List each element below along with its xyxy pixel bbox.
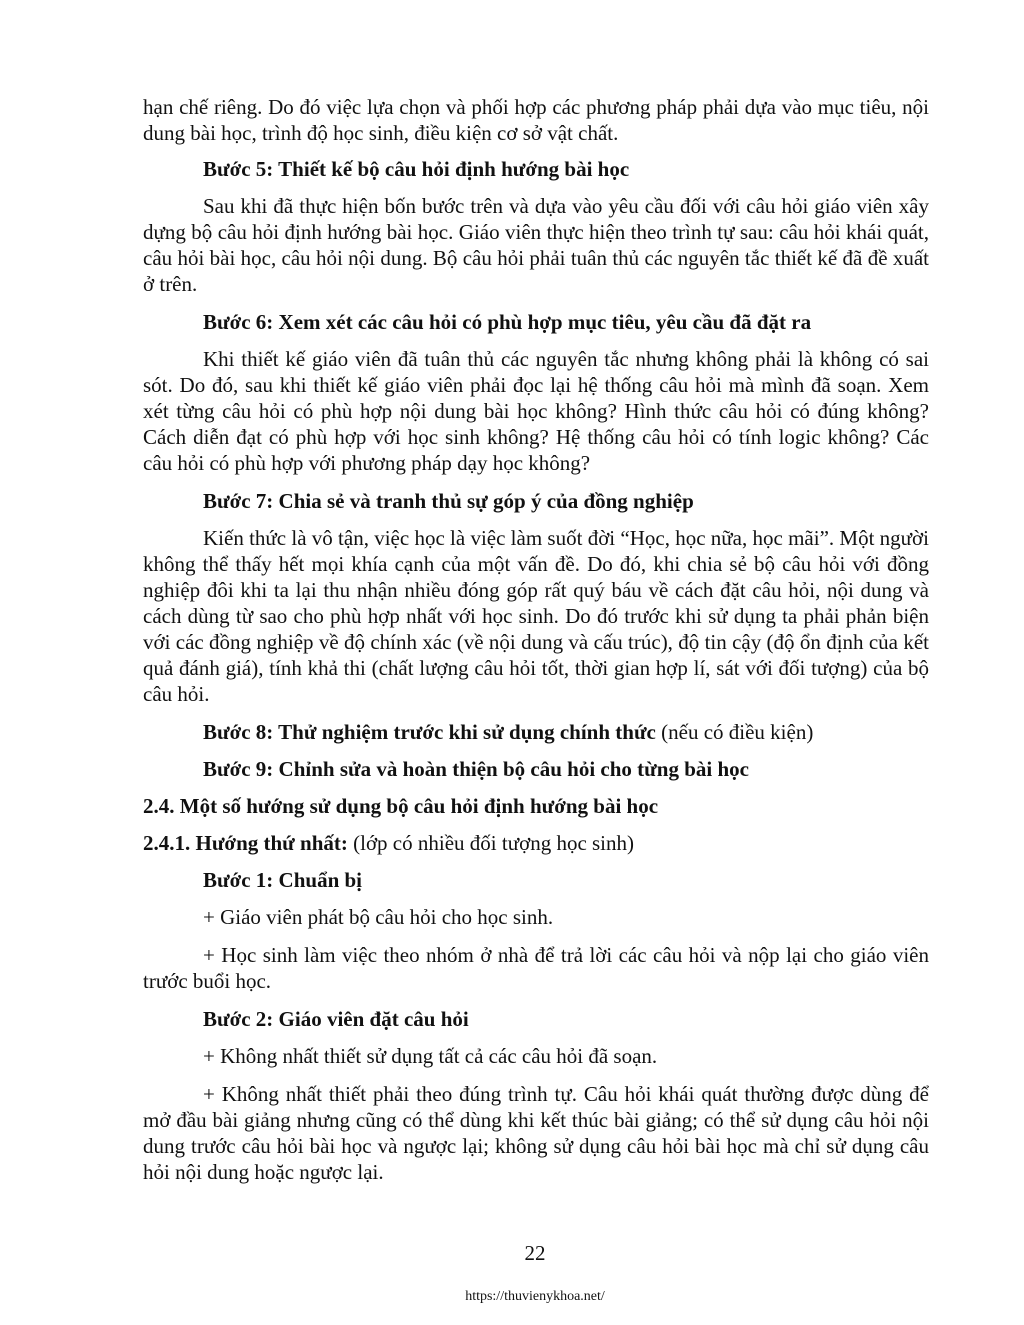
paragraph: Kiến thức là vô tận, việc học là việc làm suốt đời “Học, học nữa, học mãi”. Một người không thể thấy hết mọi khía cạnh của một vấn đề. Do đó, khi chia sẻ bộ câu hỏi với đồng nghiệp đôi khi ta lại thu nhận nhiều đóng góp rất quý báu về cách đặt câu hỏi, nội dung và cách dùng từ sao cho phù hợp nhất với học sinh. Do đó trước khi sử dụng ta phải phản biện với các đồng nghiệp về độ chính xác (về nội dung và cấu trúc), độ tin cậy (độ ổn định của kết quả đánh giá), tính khả thi (chất lượng câu hỏi tốt, thời gian hợp lí, sát với đối tượng) của bộ câu hỏi.	[143, 526, 929, 706]
step-heading	[203, 488, 929, 514]
subsection-heading-note: (lớp có nhiều đối tượng học sinh)	[347, 831, 635, 855]
subsection-heading-bold: 2.4.1. Hướng thứ nhất:	[143, 831, 348, 855]
section-heading-bold: 2.4. Một số hướng sử dụng bộ câu hỏi định hướng bài học	[143, 794, 659, 818]
step-heading	[203, 1006, 929, 1032]
step-heading-bold: Bước 2: Giáo viên đặt câu hỏi	[203, 1007, 469, 1031]
step-heading-bold: Bước 9: Chỉnh sửa và hoàn thiện bộ câu hỏi cho từng bài học	[203, 757, 749, 781]
list-item: + Giáo viên phát bộ câu hỏi cho học sinh.	[203, 905, 554, 929]
step-heading	[203, 309, 929, 335]
source-url: https://thuvienykhoa.net/	[465, 1289, 605, 1304]
list-item: + Không nhất thiết sử dụng tất cả các câu hỏi đã soạn.	[203, 1044, 658, 1068]
paragraph: Sau khi đã thực hiện bốn bước trên và dựa vào yêu cầu đối với câu hỏi giáo viên xây dựng bộ câu hỏi định hướng bài học. Giáo viên thực hiện theo trình tự sau: câu hỏi khái quát, câu hỏi bài học, câu hỏi nội dung. Bộ câu hỏi phải tuân thủ các nguyên tắc thiết kế đã đề xuất ở trên.	[143, 194, 929, 296]
list-item: + Học sinh làm việc theo nhóm ở nhà để trả lời các câu hỏi và nộp lại cho giáo viên trước buổi học.	[143, 943, 929, 993]
page-number: 22	[524, 1241, 546, 1265]
document-body	[143, 94, 929, 1197]
step-heading-bold: Bước 7: Chia sẻ và tranh thủ sự góp ý của đồng nghiệp	[203, 489, 694, 513]
paragraph: hạn chế riêng. Do đó việc lựa chọn và phối hợp các phương pháp phải dựa vào mục tiêu, nội dung bài học, trình độ học sinh, điều kiện cơ sở vật chất.	[143, 95, 929, 145]
step-heading	[203, 156, 929, 182]
section-heading	[143, 793, 929, 819]
subsection-heading	[143, 830, 929, 856]
step-heading-note: (nếu có điều kiện)	[655, 720, 814, 744]
step-heading-bold: Bước 6: Xem xét các câu hỏi có phù hợp mục tiêu, yêu cầu đã đặt ra	[203, 310, 812, 334]
step-heading	[203, 867, 929, 893]
step-heading	[203, 719, 929, 745]
list-item: + Không nhất thiết phải theo đúng trình tự. Câu hỏi khái quát thường được dùng để mở đầu bài giảng nhưng cũng có thể dùng khi kết thúc bài giảng; có thể sử dụng câu hỏi nội dung trước câu hỏi bài học và ngược lại; không sử dụng câu hỏi bài học mà chỉ sử dụng câu hỏi nội dung hoặc ngược lại.	[143, 1082, 929, 1184]
paragraph: Khi thiết kế giáo viên đã tuân thủ các nguyên tắc nhưng không phải là không có sai sót. Do đó, sau khi thiết kế giáo viên phải đọc lại hệ thống câu hỏi mà mình đã soạn. Xem xét từng câu hỏi có phù hợp nội dung bài học không? Hình thức câu hỏi có đúng không? Cách diễn đạt có phù hợp với học sinh không? Hệ thống câu hỏi có tính logic không? Các câu hỏi có phù hợp với phương pháp dạy học không?	[143, 347, 929, 475]
step-heading	[203, 756, 929, 782]
step-heading-bold: Bước 5: Thiết kế bộ câu hỏi định hướng bài học	[203, 157, 630, 181]
step-heading-bold: Bước 1: Chuẩn bị	[203, 868, 363, 892]
step-heading-bold: Bước 8: Thử nghiệm trước khi sử dụng chính thức	[203, 720, 656, 744]
